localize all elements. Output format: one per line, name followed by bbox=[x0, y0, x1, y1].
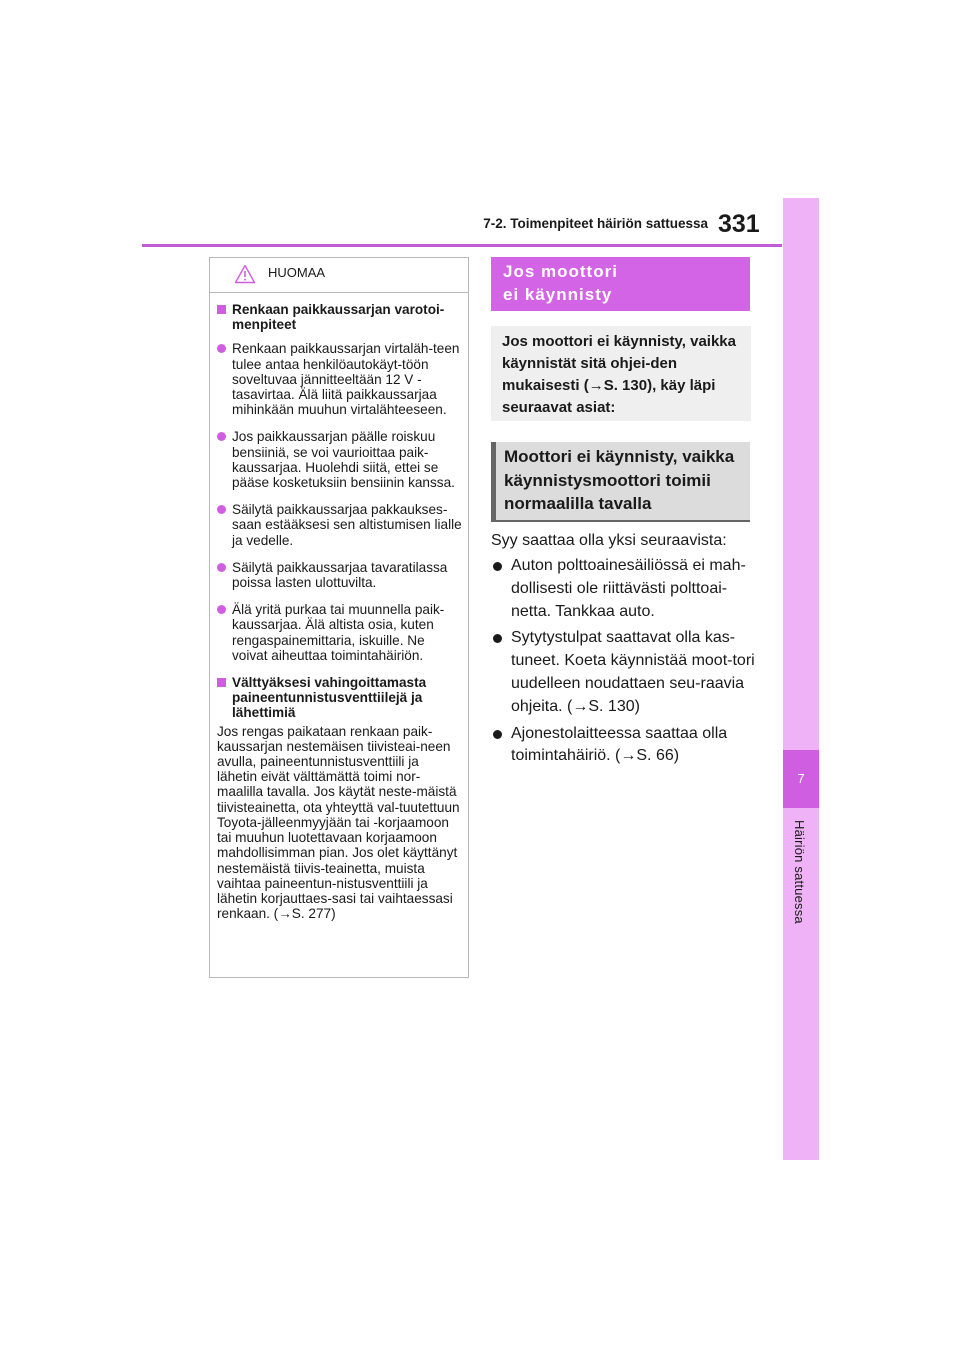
header-rule bbox=[142, 244, 782, 247]
notice-heading: Renkaan paikkaussarjan varotoi-menpiteet bbox=[217, 302, 462, 332]
notice-header bbox=[217, 258, 462, 292]
intro-box: Jos moottori ei käynnisty, vaikka käynnistät sitä ohjei-den mukaisesti (→S. 130), käy läpi seuraavat asiat: bbox=[491, 326, 751, 421]
notice-bullet: Älä yritä purkaa tai muunnella paik-kaussarjaa. Älä altista osia, kuten rengaspainemittaria, iskuille. Ne voivat aiheuttaa toimintahäiriön. bbox=[217, 602, 462, 663]
chapter-title: Häiriön sattuessa bbox=[792, 820, 807, 924]
subheading-box: Moottori ei käynnisty, vaikka käynnistysmoottori toimii normaalilla tavalla bbox=[491, 442, 750, 522]
bullet-dot-icon bbox=[217, 344, 226, 353]
lead-text: Syy saattaa olla yksi seuraavista: bbox=[491, 532, 727, 549]
square-bullet-icon bbox=[217, 678, 226, 687]
notice-bullet: Säilytä paikkaussarjaa tavaratilassa poissa lasten ulottuvilta. bbox=[217, 560, 462, 590]
notice-bullet: Jos paikkaussarjan päälle roiskuu bensiiniä, se voi vaurioittaa paik-kaussarjaa. Huolehdi siitä, ettei se pääse kosketuksiin bensiinin kanssa. bbox=[217, 429, 462, 490]
square-bullet-icon bbox=[217, 305, 226, 314]
banner-line: ei käynnisty bbox=[503, 285, 613, 304]
notice-bullet: Renkaan paikkaussarjan virtaläh-teen tulee antaa henkilöautokäyt-töön soveltuvaa jännitteeltään 12 V -tasavirtaa. Älä liitä paikkaussarjaa mihinkään muuhun virtalähteeseen. bbox=[217, 341, 462, 417]
section-banner bbox=[491, 257, 750, 311]
banner-line: Jos moottori bbox=[503, 262, 618, 281]
list-item: Auton polttoainesäiliössä ei mah-dollisesti ole riittävästi polttoai-netta. Tankkaa auto. bbox=[491, 555, 759, 623]
bullet-dot-icon bbox=[493, 730, 502, 739]
notice-box bbox=[209, 257, 469, 978]
bullet-dot-icon bbox=[493, 562, 502, 571]
notice-divider bbox=[210, 292, 468, 293]
bullet-dot-icon bbox=[493, 634, 502, 643]
cause-list bbox=[491, 555, 759, 768]
notice-title: HUOMAA bbox=[268, 265, 326, 280]
list-item: Ajonestolaitteessa saattaa olla toimintahäiriö. (→S. 66) bbox=[491, 723, 759, 769]
page-number: 331 bbox=[718, 210, 760, 238]
notice-paragraph: Jos rengas paikataan renkaan paik-kaussarjan nestemäisen tiivisteai-neen avulla, paineentunnistusventtiili ja lähetin eivät välttämättä toimi nor-maalilla tavalla. Jos käytät neste-mäistä tiivisteainetta, ota yhteyttä val-tuutettuun Toyota-jälleenmyyjään tai -korjaamoon tai muuhun luotettavaan korjaamoon mahdollisimman pian. Jos olet käyttänyt nestemäistä tiivis-teainetta, muista vaihtaa paineentun-nistusventtiili ja lähetin korjauttaes-sasi tai vaihtaessasi renkaan. (→S. 277) bbox=[217, 723, 460, 922]
notice-bullet: Säilytä paikkaussarjaa pakkaukses-saan estääksesi sen altistumisen lialle ja vedelle. bbox=[217, 502, 462, 548]
list-item: Sytytystulpat saattavat olla kas-tuneet. Koeta käynnistää moot-tori uudelleen noudattaen seu-raavia ohjeita. (→S. 130) bbox=[491, 627, 759, 718]
chapter-side-tab bbox=[783, 198, 819, 1160]
bullet-dot-icon bbox=[217, 432, 226, 441]
bullet-dot-icon bbox=[217, 505, 226, 514]
chapter-number: 7 bbox=[783, 750, 819, 808]
notice-heading: Välttyäksesi vahingoittamasta paineentunnistusventtiilejä ja lähettimiä bbox=[217, 675, 462, 721]
bullet-dot-icon bbox=[217, 605, 226, 614]
bullet-dot-icon bbox=[217, 563, 226, 572]
warning-triangle-icon bbox=[234, 264, 256, 287]
section-title: 7-2. Toimenpiteet häiriön sattuessa bbox=[483, 216, 708, 231]
